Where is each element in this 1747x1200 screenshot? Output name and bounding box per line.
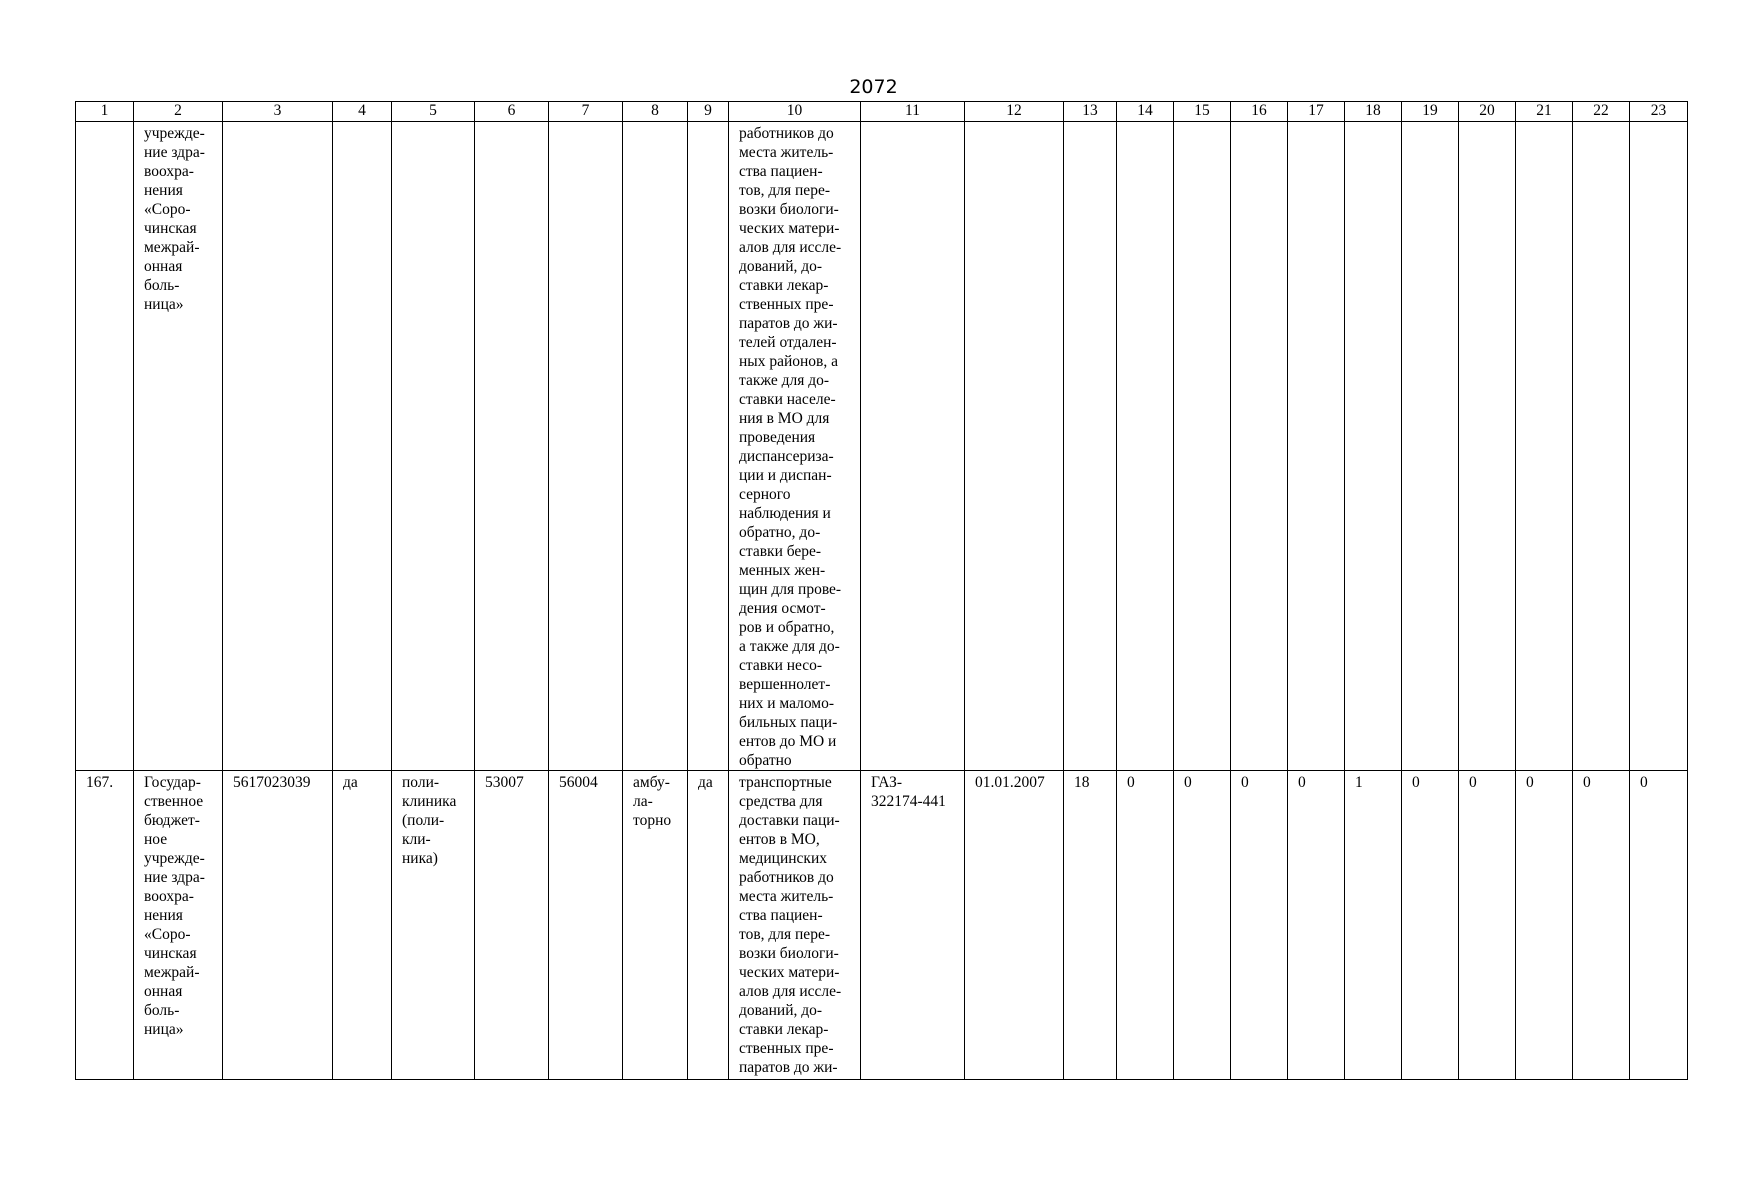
cell-text: 0 (1127, 774, 1135, 791)
table-cell (392, 122, 475, 771)
table-row (76, 122, 1688, 771)
cell-text: Государ- ственное бюджет- ное учрежде- ние здра- воохра- нения «Соро- чинская межрай- онная боль- ница» (144, 774, 205, 1038)
table-cell (688, 122, 729, 771)
table-cell (623, 771, 688, 1080)
table-cell (1630, 122, 1688, 771)
column-header: 15 (1174, 102, 1231, 122)
table-cell (475, 771, 549, 1080)
cell-text (1174, 122, 1230, 124)
cell-text: да (343, 774, 358, 791)
column-header: 16 (1231, 102, 1288, 122)
cell-text: 0 (1583, 774, 1591, 791)
table-cell (333, 122, 392, 771)
column-header: 14 (1117, 102, 1174, 122)
cell-text (1516, 122, 1572, 124)
table-cell (1231, 122, 1288, 771)
table-cell (1516, 771, 1573, 1080)
table-cell (1345, 122, 1402, 771)
table-cell (1573, 771, 1630, 1080)
cell-text: 0 (1241, 774, 1249, 791)
date-cell (965, 771, 1064, 1080)
cell-text (549, 122, 622, 124)
table-cell (1630, 771, 1688, 1080)
inn-cell (223, 771, 333, 1080)
table-cell (333, 771, 392, 1080)
organization-cell (134, 122, 223, 771)
cell-text (1630, 122, 1687, 124)
table-cell (1117, 771, 1174, 1080)
cell-text: 0 (1412, 774, 1420, 791)
row-number-cell (76, 771, 134, 1080)
row-number-cell (76, 122, 134, 771)
table-cell (965, 122, 1064, 771)
column-header: 6 (475, 102, 549, 122)
cell-text: 18 (1074, 774, 1090, 791)
column-header: 2 (134, 102, 223, 122)
cell-text: ГАЗ- 322174-441 (871, 774, 946, 810)
cell-text (1117, 122, 1173, 124)
column-header: 13 (1064, 102, 1117, 122)
purpose-cell (729, 771, 861, 1080)
cell-text: 1 (1355, 774, 1363, 791)
table-cell (549, 122, 623, 771)
cell-text: 53007 (485, 774, 524, 791)
cell-text (1064, 122, 1116, 124)
table-cell (1174, 771, 1231, 1080)
table-cell (1459, 771, 1516, 1080)
cell-text: транспортные средства для доставки паци- ентов в МО, медицинских работников до места житель- ства пациен- тов, для пере- возки биологи- ческих матери- алов для иссле- дований, до- ставки лекар- ственных пре- паратов до жи- (739, 774, 842, 1076)
purpose-cell (729, 122, 861, 771)
cell-text (688, 122, 728, 124)
column-header: 9 (688, 102, 729, 122)
organization-cell (134, 771, 223, 1080)
cell-text: поли- клиника (поли- кли- ника) (402, 774, 457, 867)
column-header: 3 (223, 102, 333, 122)
cell-text: 0 (1526, 774, 1534, 791)
cell-text (1573, 122, 1629, 124)
column-header: 12 (965, 102, 1064, 122)
cell-text (333, 122, 391, 124)
register-table (75, 101, 1688, 1080)
cell-text (1231, 122, 1287, 124)
column-header: 5 (392, 102, 475, 122)
column-header: 21 (1516, 102, 1573, 122)
table-cell (1117, 122, 1174, 771)
cell-text: учрежде- ние здра- воохра- нения «Соро- чинская межрай- онная боль- ница» (144, 125, 205, 313)
table-cell (1516, 122, 1573, 771)
column-header: 18 (1345, 102, 1402, 122)
cell-text: работников до места житель- ства пациен- тов, для пере- возки биологи- ческих матери- алов для иссле- дований, до- ставки лекар- ственных пре- паратов до жи- телей отдален- ных районов, а также для до- ставки населе- ния в МО для проведения диспансериза- ции и диспан- серного наблюдения и обратно, до- ставки бере- менных жен- щин для прове- дения осмот- ров и обратно, а также для до- ставки несо- вершеннолет- них и маломо- бильных паци- ентов до МО и обратно (739, 125, 842, 769)
vehicle-model-cell (861, 771, 965, 1080)
table-cell (1402, 771, 1459, 1080)
column-header: 20 (1459, 102, 1516, 122)
table-cell (223, 122, 333, 771)
column-header: 23 (1630, 102, 1688, 122)
table-cell (1459, 122, 1516, 771)
column-header: 10 (729, 102, 861, 122)
table-cell (549, 771, 623, 1080)
cell-text (475, 122, 548, 124)
table-cell (623, 122, 688, 771)
table-cell (1402, 122, 1459, 771)
cell-text (392, 122, 474, 124)
page-number: 2072 (849, 76, 898, 98)
cell-text: 01.01.2007 (975, 774, 1045, 791)
column-header: 11 (861, 102, 965, 122)
cell-text: амбу- ла- торно (633, 774, 672, 829)
cell-text (1288, 122, 1344, 124)
column-header: 19 (1402, 102, 1459, 122)
table-cell (1288, 771, 1345, 1080)
table-cell (1064, 771, 1117, 1080)
cell-text: да (698, 774, 713, 791)
cell-text: 5617023039 (233, 774, 311, 791)
column-header: 22 (1573, 102, 1630, 122)
cell-text (623, 122, 687, 124)
table-cell (1288, 122, 1345, 771)
column-header: 17 (1288, 102, 1345, 122)
cell-text: 0 (1640, 774, 1648, 791)
table-cell (1573, 122, 1630, 771)
cell-text (1402, 122, 1458, 124)
cell-text: 0 (1298, 774, 1306, 791)
table-cell (1345, 771, 1402, 1080)
table-cell (688, 771, 729, 1080)
cell-text (1345, 122, 1401, 124)
cell-text (1459, 122, 1515, 124)
cell-text: 167. (86, 774, 114, 791)
cell-text: 56004 (559, 774, 598, 791)
column-header: 1 (76, 102, 134, 122)
column-header: 4 (333, 102, 392, 122)
cell-text (76, 122, 133, 124)
cell-text (223, 122, 332, 124)
column-header: 7 (549, 102, 623, 122)
cell-text (861, 122, 964, 124)
column-number-row (76, 102, 1688, 122)
table-cell (1174, 122, 1231, 771)
table-cell (1064, 122, 1117, 771)
table-row (76, 771, 1688, 1080)
cell-text: 0 (1469, 774, 1477, 791)
cell-text: 0 (1184, 774, 1192, 791)
table-cell (861, 122, 965, 771)
table-cell (392, 771, 475, 1080)
table-cell (1231, 771, 1288, 1080)
column-header: 8 (623, 102, 688, 122)
table-cell (475, 122, 549, 771)
cell-text (965, 122, 1063, 124)
